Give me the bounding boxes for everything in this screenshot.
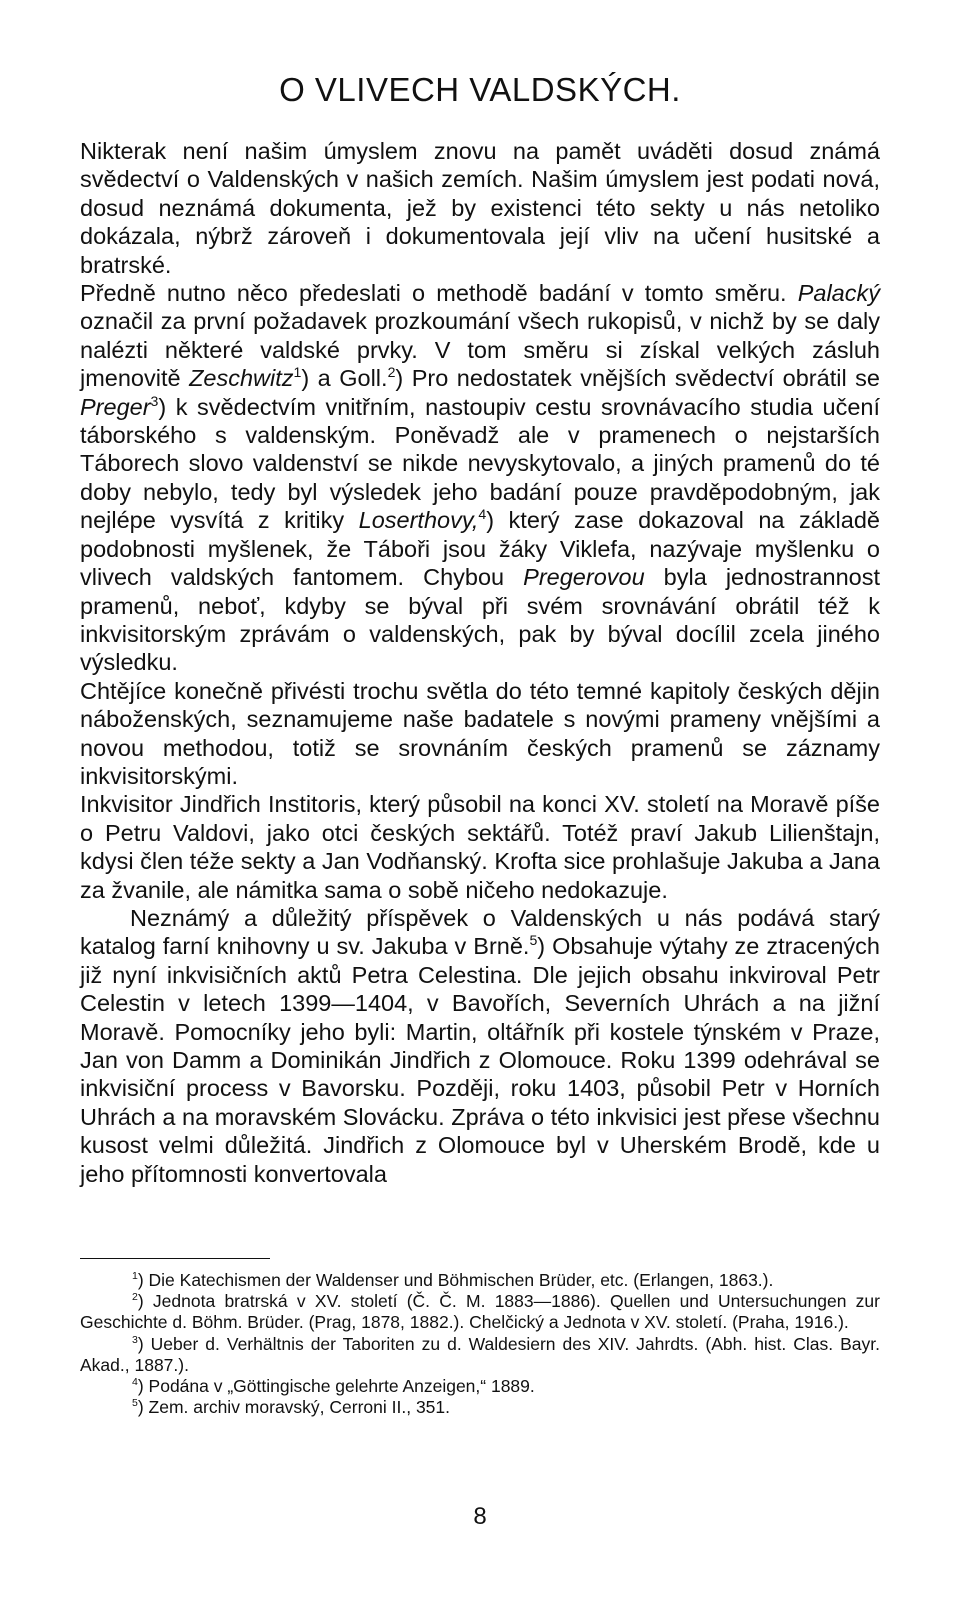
author-name-loserth: Loserthovy, <box>358 507 479 534</box>
paragraph-text: označil za první požadavek prozkoumání všech rukopisů, v nichž by se daly nalézti některé valdské prvky. V tom směru si získal velkých zásluh jmenovitě <box>80 308 880 392</box>
footnote-text: ) Ueber d. Verhältnis der Taboriten zu d. Waldesiern des XIV. Jahrdts. (Abh. hist. Clas. Bayr. Akad., 1887.). <box>80 1333 880 1375</box>
footnote-marker: 2 <box>132 1291 138 1304</box>
footnote-1 <box>80 1270 880 1291</box>
paragraph-text: Předně nutno něco předeslati o methodě badání v tomto směru. <box>80 280 798 307</box>
paragraph-text: Inkvisitor Jindřich Institoris, který působil na konci XV. století na Moravě píše o Petru Valdovi, jako otci českých sektářů. Totéž praví Jakub Lilienštajn, kdysi člen téže sekty a Jan Vodňanský. Krofta sice prohlašuje Jakuba a Jana za žvanile, ale námitka sama o sobě ničeho nedokazuje. <box>80 791 880 903</box>
page-title: O VLIVECH VALDSKÝCH. <box>279 71 681 108</box>
footnote-marker: 1 <box>132 1270 138 1283</box>
body-text <box>80 137 880 1188</box>
paragraph-text: ) a Goll. <box>301 365 388 392</box>
paragraph-4 <box>80 790 880 904</box>
page-number: 8 <box>473 1503 487 1530</box>
paragraph-text: ) Obsahuje výtahy ze ztracených již nyní inkvisičních aktů Petra Celestina. Dle jejich obsahu inkviroval Petr Celestin v letech 1399—1404, v Bavořích, Severních Uhrách a na jižní Moravě. Pomocníky jeho byli: Martin, oltářník při kostele týnském v Praze, Jan von Damm a Dominikán Jindřich z Olomouce. Roku 1399 odehrával se inkvisiční process v Bavorsku. Později, roku 1403, působil Petr v Horních Uhrách a na moravském Slovácku. Zpráva o této inkvisici jest přese všechnu kusost velmi důležitá. Jindřich z Olomouce byl v Uherském Brodě, kde u jeho přítomnosti konvertovala <box>80 933 880 1187</box>
footnote-5 <box>80 1397 880 1418</box>
author-name-palacky: Palacký <box>797 280 880 307</box>
paragraph-5 <box>80 904 880 1188</box>
paragraph-text: ) Pro nedostatek vnějších svědectví obrátil se <box>395 365 880 392</box>
author-name-preger: Preger <box>80 393 151 420</box>
footnote-4 <box>80 1376 880 1397</box>
footnote-2 <box>80 1291 880 1333</box>
footnote-text: ) Podána v „Göttingische gelehrte Anzeigen,“ 1889. <box>137 1376 535 1397</box>
paragraph-1 <box>80 137 880 279</box>
footnote-ref: 5 <box>529 932 538 949</box>
footnote-text: ) Jednota bratrská v XV. století (Č. Č. M. 1883—1886). Quellen und Untersuchungen zur Geschichte d. Böhm. Brüder. (Prag, 1878, 1882.). Chelčický a Jednota v XV. století. (Praha, 1916.). <box>80 1291 880 1333</box>
paragraph-text: byla jednostrannost pramenů, neboť, kdyby se býval při svém srovnávání obrátil též k inkvisitorským zprávám o valdenských, pak by býval docílil zcela jiného výsledku. <box>80 564 880 676</box>
footnotes <box>80 1270 880 1418</box>
footnote-ref: 3 <box>150 392 159 409</box>
paragraph-text: ) který zase dokazoval na základě podobnosti myšlenek, že Táboři jsou žáky Viklefa, nazývaje myšlenku o vlivech valdských fantomem. Chybou <box>80 507 880 591</box>
footnote-text: ) Zem. archiv moravský, Cerroni II., 351. <box>137 1397 451 1418</box>
footnote-3 <box>80 1334 880 1376</box>
paragraph-3 <box>80 677 880 791</box>
footnote-ref: 1 <box>293 364 302 381</box>
paragraph-text: Nikterak není našim úmyslem znovu na pamět uváděti dosud známá svědectví o Valdenských v našich zemích. Našim úmyslem jest podati nová, dosud neznámá dokumenta, jež by existenci této sekty u nás netoliko dokázala, nýbrž zároveň i dokumentovala její vliv na učení husitské a bratrské. <box>80 138 880 278</box>
footnote-marker: 4 <box>132 1376 138 1389</box>
paragraph-text: Chtějíce konečně přivésti trochu světla do této temné kapitoly českých dějin náboženských, seznamujeme naše badatele s novými prameny vnějšími a novou methodou, totiž se srovnáním českých pramenů se záznamy inkvisitorskými. <box>80 677 880 789</box>
paragraph-2 <box>80 279 880 677</box>
author-name-pregerovou: Pregerovou <box>523 564 645 591</box>
footnote-ref: 2 <box>387 364 396 381</box>
footnote-text: ) Die Katechismen der Waldenser und Böhmischen Brüder, etc. (Erlangen, 1863.). <box>137 1270 774 1290</box>
footnote-ref: 4 <box>478 506 487 523</box>
author-name-zeschwitz: Zeschwitz <box>189 365 294 392</box>
paragraph-text: ) k svědectvím vnitřním, nastoupiv cestu srovnávacího studia učení táborského s valdenským. Poněvadž ale v pramenech o nejstarších Táborech slovo valdenství se nikde nevyskytovalo, a jiných pramenů do té doby nebylo, tedy byl výsledek jeho badání pouze pravděpodobným, jak nejlépe vysvítá z kritiky <box>80 393 880 534</box>
footnote-divider <box>80 1258 270 1259</box>
footnote-marker: 3 <box>132 1333 138 1346</box>
footnote-marker: 5 <box>132 1397 138 1410</box>
paragraph-text: Neznámý a důležitý příspěvek o Valdenských u nás podává starý katalog farní knihovny u sv. Jakuba v Brně. <box>80 904 880 960</box>
